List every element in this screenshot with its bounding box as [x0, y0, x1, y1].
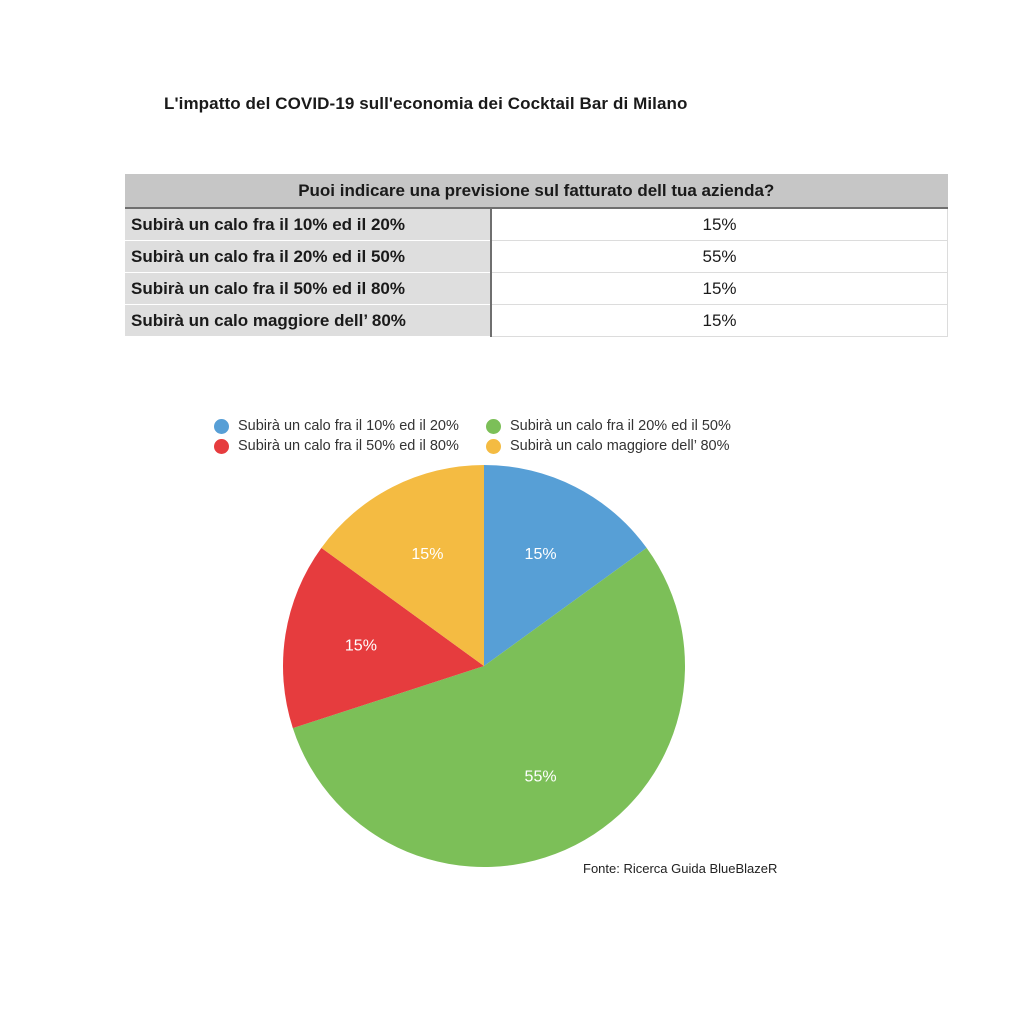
- legend-item: [486, 417, 746, 435]
- page-title: L'impatto del COVID-19 sull'economia dei Cocktail Bar di Milano: [164, 94, 688, 113]
- table-header-row: [125, 174, 948, 208]
- table-row: [125, 241, 948, 273]
- row-label: Subirà un calo fra il 10% ed il 20%: [125, 208, 491, 241]
- row-value: 55%: [491, 241, 948, 273]
- legend-label: Subirà un calo fra il 10% ed il 20%: [238, 418, 459, 434]
- legend-label: Subirà un calo maggiore dell’ 80%: [510, 438, 730, 454]
- legend-swatch: [486, 419, 501, 434]
- legend-item: [214, 417, 486, 435]
- slice-label: 15%: [411, 546, 444, 564]
- legend-swatch: [214, 419, 229, 434]
- slice-label: 15%: [524, 546, 557, 564]
- source-note: Fonte: Ricerca Guida BlueBlazeR: [583, 861, 778, 876]
- table-header: Puoi indicare una previsione sul fatturato dell tua azienda?: [125, 174, 948, 208]
- slice-label: 15%: [344, 637, 377, 655]
- table-row: [125, 208, 948, 241]
- pie-chart: [270, 452, 700, 882]
- row-value: 15%: [491, 305, 948, 337]
- table-row: [125, 305, 948, 337]
- legend-swatch: [214, 439, 229, 454]
- row-label: Subirà un calo fra il 50% ed il 80%: [125, 273, 491, 305]
- legend-label: Subirà un calo fra il 50% ed il 80%: [238, 438, 459, 454]
- row-value: 15%: [491, 208, 948, 241]
- chart-legend: [214, 417, 746, 455]
- survey-table: [125, 174, 948, 337]
- row-label: Subirà un calo maggiore dell’ 80%: [125, 305, 491, 337]
- legend-label: Subirà un calo fra il 20% ed il 50%: [510, 418, 731, 434]
- row-label: Subirà un calo fra il 20% ed il 50%: [125, 241, 491, 273]
- row-value: 15%: [491, 273, 948, 305]
- table-row: [125, 273, 948, 305]
- slice-label: 55%: [524, 768, 557, 786]
